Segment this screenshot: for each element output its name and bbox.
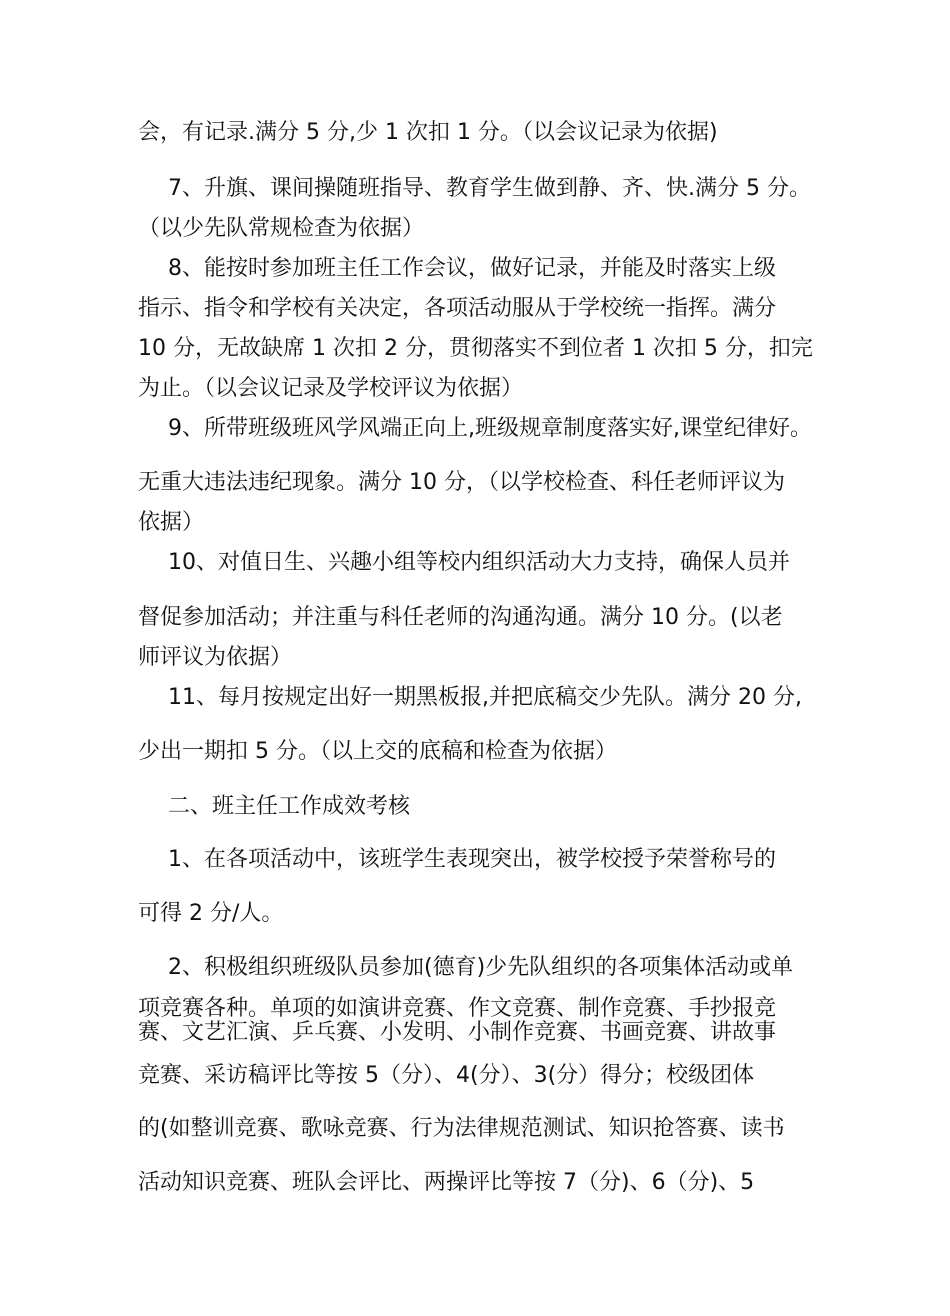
text-line: 2、积极组织班级队员参加(德育)少先队组织的各项集体活动或单: [168, 955, 794, 980]
text-line: 11、每月按规定出好一期黑板报,并把底稿交少先队。满分 20 分,: [168, 685, 802, 710]
text-line: 督促参加活动；并注重与科任老师的沟通沟通。满分 10 分。(以老: [138, 605, 783, 630]
text-line: 8、能按时参加班主任工作会议，做好记录，并能及时落实上级: [168, 256, 776, 281]
text-line: 赛、文艺汇演、乒乓赛、小发明、小制作竞赛、书画竞赛、讲故事: [138, 1020, 777, 1045]
text-line: 可得 2 分/人。: [138, 901, 284, 926]
text-line: 少出一期扣 5 分。（以上交的底稿和检查为依据）: [138, 739, 617, 764]
text-line: 会，有记录.满分 5 分,少 1 次扣 1 分。（以会议记录为依据): [138, 120, 718, 145]
text-line: 竞赛、采访稿评比等按 5（分）、4(分）、3(分）得分；校级团体: [138, 1063, 755, 1088]
text-line: （以少先队常规检查为依据）: [138, 216, 425, 241]
text-line: 无重大违法违纪现象。满分 10 分，（以学校检查、科任老师评议为: [138, 470, 785, 495]
text-line: 活动知识竞赛、班队会评比、两操评比等按 7（分)、6（分)、5: [138, 1170, 755, 1195]
text-line: 师评议为依据）: [138, 645, 293, 670]
section-heading: 二、班主任工作成效考核: [168, 794, 411, 819]
text-line: 为止。（以会议记录及学校评议为依据）: [138, 376, 524, 401]
text-line: 依据）: [138, 510, 205, 535]
text-line: 的(如整训竞赛、歌咏竞赛、行为法律规范测试、知识抢答赛、读书: [138, 1116, 785, 1141]
text-line: 9、所带班级班风学风端正向上,班级规章制度落实好,课堂纪律好。: [168, 416, 812, 441]
text-line: 10 分，无故缺席 1 次扣 2 分，贯彻落实不到位者 1 次扣 5 分，扣完: [138, 336, 813, 361]
text-line: 7、升旗、课间操随班指导、教育学生做到静、齐、快.满分 5 分。: [168, 176, 811, 201]
text-line: 10、对值日生、兴趣小组等校内组织活动大力支持，确保人员并: [168, 550, 790, 575]
text-line: 项竞赛各种。单项的如演讲竞赛、作文竞赛、制作竞赛、手抄报竞: [138, 996, 777, 1021]
text-line: 指示、指令和学校有关决定，各项活动服从于学校统一指挥。满分: [138, 296, 777, 321]
text-line: 1、在各项活动中，该班学生表现突出，被学校授予荣誉称号的: [168, 847, 776, 872]
